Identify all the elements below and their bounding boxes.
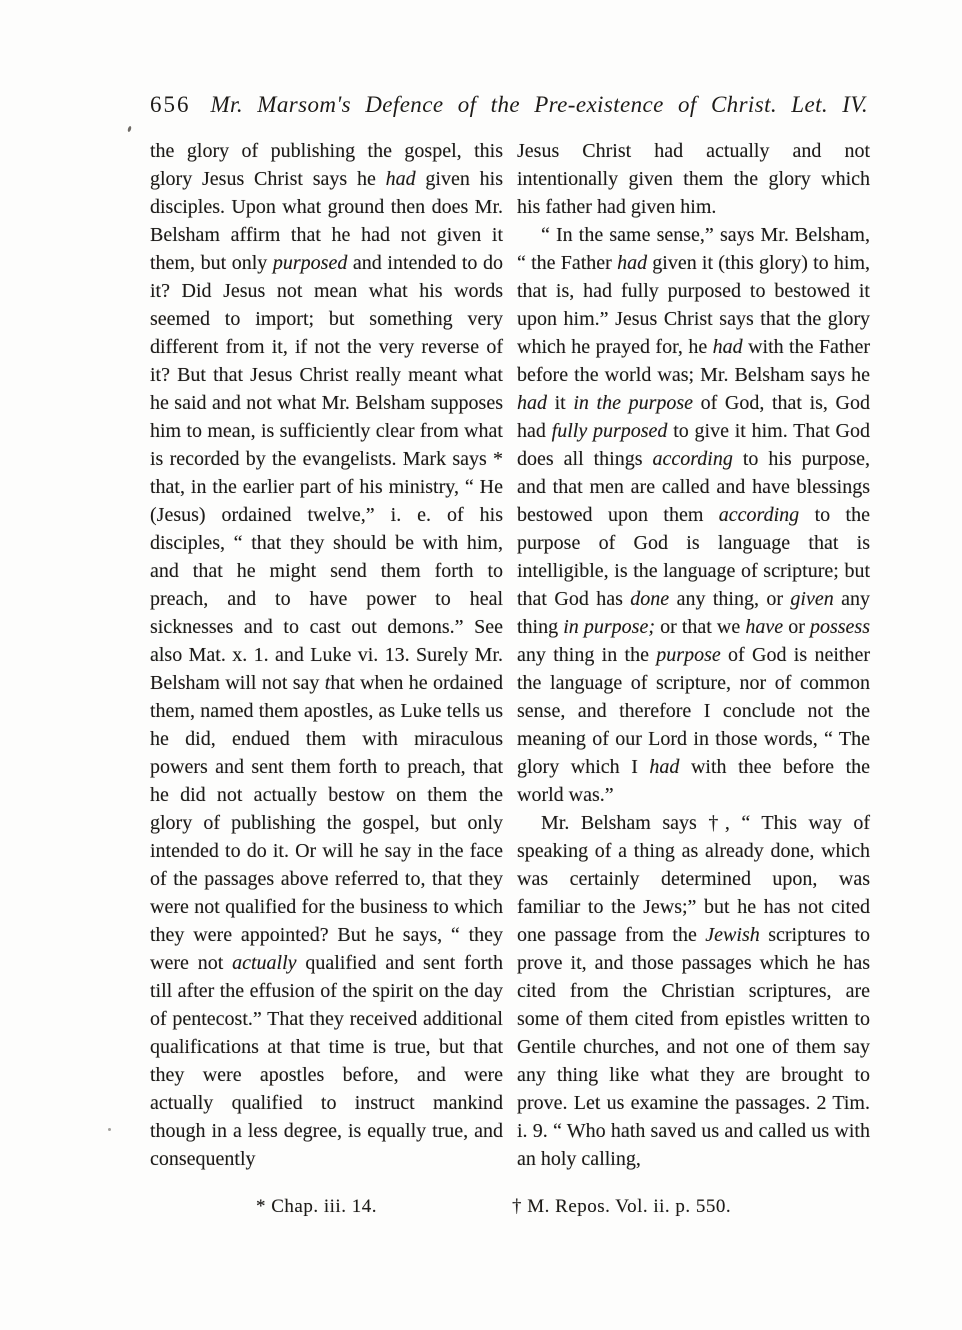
paragraph: the glory of publishing the gospel, this glory Jesus Christ says he had given his disciples. Upon what ground then does Mr. Belsham affirm that he had not given it them, but only purposed and intended to do it? Did Jesus not mean what his words seemed to import; but something very different from it, if not the very reverse of it? But that Jesus Christ really meant what he said and not what Mr. Belsham supposes him to mean, is sufficiently clear from what is recorded by the evangelists. Mark says * that, in the earlier part of his ministry, “ He (Jesus) ordained twelve,” i. e. of his disciples, “ that they should be with him, and that he might send them forth to preach, and to have power to heal sicknesses and to cast out demons.” See also Mat. x. 1. and Luke vi. 13. Surely Mr. Belsham will not say that when he ordained them, named them apostles, as Luke tells us he did, endued them with miraculous powers and sent them forth to preach, that he did not actually bestow on them the glory of publishing the gospel, but only intended to do it. Or will he say in the face of the passages above referred to, that they were not qualified for the business to which they were appointed? But he says, “ they were not actually qualified and sent forth till after the effusion of the spirit on the day of pentecost.” That they received additional qualifications at that time is true, but that they were apostles before, and were actually qualified to instruct mankind though in a less degree, is equally true, and consequently (150, 140, 503, 1170)
page-number: 656 (150, 92, 191, 117)
paragraph: Mr. Belsham says †, “ This way of speaking of a thing as already done, which was certainly determined upon, was familiar to the Jews;” but he has not cited one passage from the Jewish scriptures to prove it, and those passages which he has cited from the Christian scriptures, are some of them cited from epistles written to Gentile churches, and not one of them say any thing like what they are brought to prove. Let us examine the passages. 2 Tim. i. 9. “ Who hath saved us and called us with an holy calling, (517, 812, 870, 1170)
text-columns (150, 137, 870, 1173)
left-column (150, 137, 503, 1173)
footnote-right: † M. Repos. Vol. ii. p. 550. (512, 1196, 732, 1217)
right-column (517, 137, 870, 1173)
page-header (150, 92, 868, 118)
paragraph: “ In the same sense,” says Mr. Belsham, “ the Father had given it (this glory) to him, that is, had fully purposed to bestowed it upon him.” Jesus Christ says that the glory which he prayed for, he had with the Father before the world was; Mr. Belsham says he had it in the purpose of God, that is, God had fully purposed to give it him. That God does all things according to his purpose, and that men are called and have blessings bestowed upon them according to the purpose of God is language that is intelligible, is the language of scripture; but that God has done any thing, or given any thing in purpose; or that we have or possess any thing in the purpose of God is neither the language of scripture, nor of common sense, and therefore I conclude not the meaning of our Lord in those words, “ The glory which I had with thee before the world was.” (517, 224, 871, 806)
ink-speck (127, 126, 132, 133)
footnote-left: * Chap. iii. 14. (256, 1196, 377, 1217)
ink-speck (108, 1128, 111, 1131)
running-title: Mr. Marsom's Defence of the Pre-existence of Christ. Let. IV. (210, 92, 868, 117)
paragraph: Jesus Christ had actually and not intentionally given them the glory which his father had given him. (517, 140, 870, 218)
